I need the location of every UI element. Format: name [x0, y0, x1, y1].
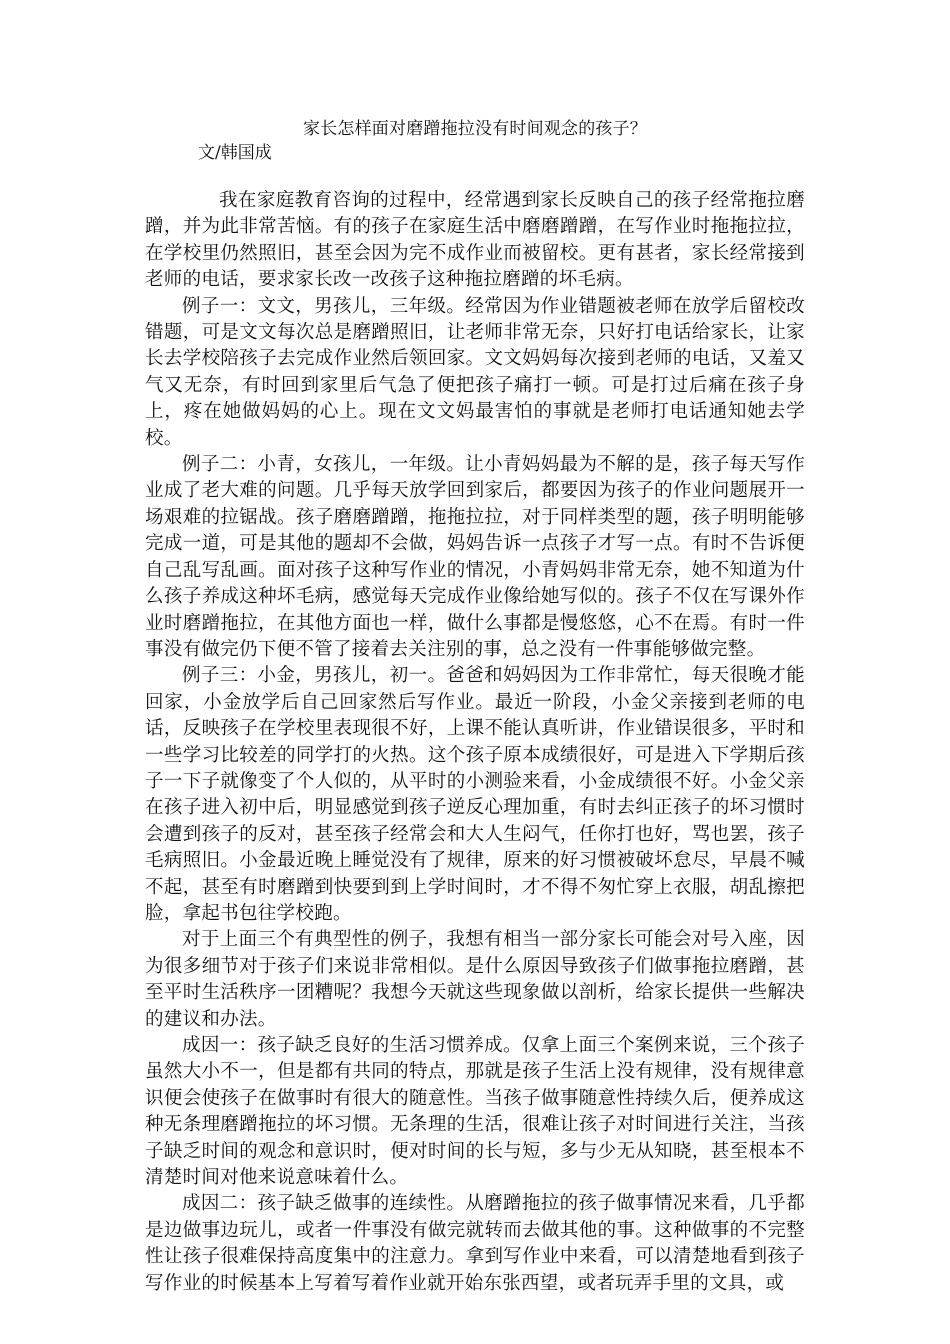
paragraph-example-2: 例子二：小青，女孩儿，一年级。让小青妈妈最为不解的是，孩子每天写作业成了老大难的问题。几乎每天放学回到家后，都要因为孩子的作业问题展开一场艰难的拉锯战。孩子磨磨蹭蹭，拖拖拉拉，对于同样类型的题，孩子明明能够完成一道，可是其他的题却不会做，妈妈告诉一点孩子才写一点。有时不告诉便自己乱写乱画。面对孩子这种写作业的情况，小青妈妈非常无奈，她不知道为什么孩子养成这种坏毛病，感觉每天完成作业像给她写似的。孩子不仅在写课外作业时磨蹭拖拉，在其他方面也一样，做什么事都是慢悠悠，心不在焉。有时一件事没有做完仍下便不管了接着去关注别的事，总之没有一件事能够做完整。: [145, 454, 805, 660]
paragraph-cause-2: 成因二：孩子缺乏做事的连续性。从磨蹭拖拉的孩子做事情况来看，几乎都是边做事边玩儿，或者一件事没有做完就转而去做其他的事。这种做事的不完整性让孩子很难保持高度集中的注意力。拿到写作业中来看，可以清楚地看到孩子写作业的时候基本上写着写着作业就开始东张西望，或者玩弄手里的文具，或: [145, 1193, 805, 1294]
paragraph-example-1: 例子一：文文，男孩儿，三年级。经常因为作业错题被老师在放学后留校改错题，可是文文每次总是磨蹭照旧，让老师非常无奈，只好打电话给家长，让家长去学校陪孩子去完成作业然后领回家。文文妈妈每次接到老师的电话，又羞又气又无奈，有时回到家里后气急了便把孩子痛打一顿。可是打过后痛在孩子身上，疼在她做妈妈的心上。现在文文妈最害怕的事就是老师打电话通知她去学校。: [145, 295, 805, 449]
paragraph-summary: 对于上面三个有典型性的例子，我想有相当一部分家长可能会对号入座，因为很多细节对于孩子们来说非常相似。是什么原因导致孩子们做事拖拉磨蹭，甚至平时生活秩序一团糟呢？我想今天就这些现象做以剖析，给家长提供一些解决的建议和办法。: [145, 929, 805, 1030]
paragraph-example-3: 例子三：小金，男孩儿，初一。爸爸和妈妈因为工作非常忙，每天很晚才能回家，小金放学后自己回家然后写作业。最近一阶段，小金父亲接到老师的电话，反映孩子在学校里表现很不好，上课不能认真听讲，作业错误很多，平时和一些学习比较差的同学打的火热。这个孩子原本成绩很好，可是进入下学期后孩子一下子就像变了个人似的，从平时的小测验来看，小金成绩很不好。小金父亲在孩子进入初中后，明显感觉到孩子逆反心理加重，有时去纠正孩子的坏习惯时会遭到孩子的反对，甚至孩子经常会和大人生闷气，任你打也好，骂也罢，孩子毛病照旧。小金最近晚上睡觉没有了规律，原来的好习惯被破坏怠尽，早晨不喊不起，甚至有时磨蹭到快要到到上学时间时，才不得不匆忙穿上衣服，胡乱擦把脸，拿起书包往学校跑。: [145, 665, 805, 924]
document-body: [145, 188, 805, 1297]
paragraph-cause-1: 成因一：孩子缺乏良好的生活习惯养成。仅拿上面三个案例来说，三个孩子虽然大小不一，但是都有共同的特点，那就是孩子生活上没有规律，没有规律意识便会使孩子在做事时有很大的随意性。当孩子做事随意性持续久后，便养成这种无条理磨蹭拖拉的坏习惯。无条理的生活，很难让孩子对时间进行关注，当孩子缺乏时间的观念和意识时，便对时间的长与短，多与少无从知晓，甚至根本不清楚时间对他来说意味着什么。: [145, 1035, 805, 1189]
paragraph-intro: 我在家庭教育咨询的过程中，经常遇到家长反映自己的孩子经常拖拉磨蹭，并为此非常苦恼。有的孩子在家庭生活中磨磨蹭蹭，在写作业时拖拖拉拉，在学校里仍然照旧，甚至会因为完不成作业而被留校。更有甚者，家长经常接到老师的电话，要求家长改一改孩子这种拖拉磨蹭的坏毛病。: [145, 190, 805, 291]
author-byline: 文/韩国成: [198, 143, 272, 163]
document-title: 家长怎样面对磨蹭拖拉没有时间观念的孩子？: [303, 119, 647, 139]
